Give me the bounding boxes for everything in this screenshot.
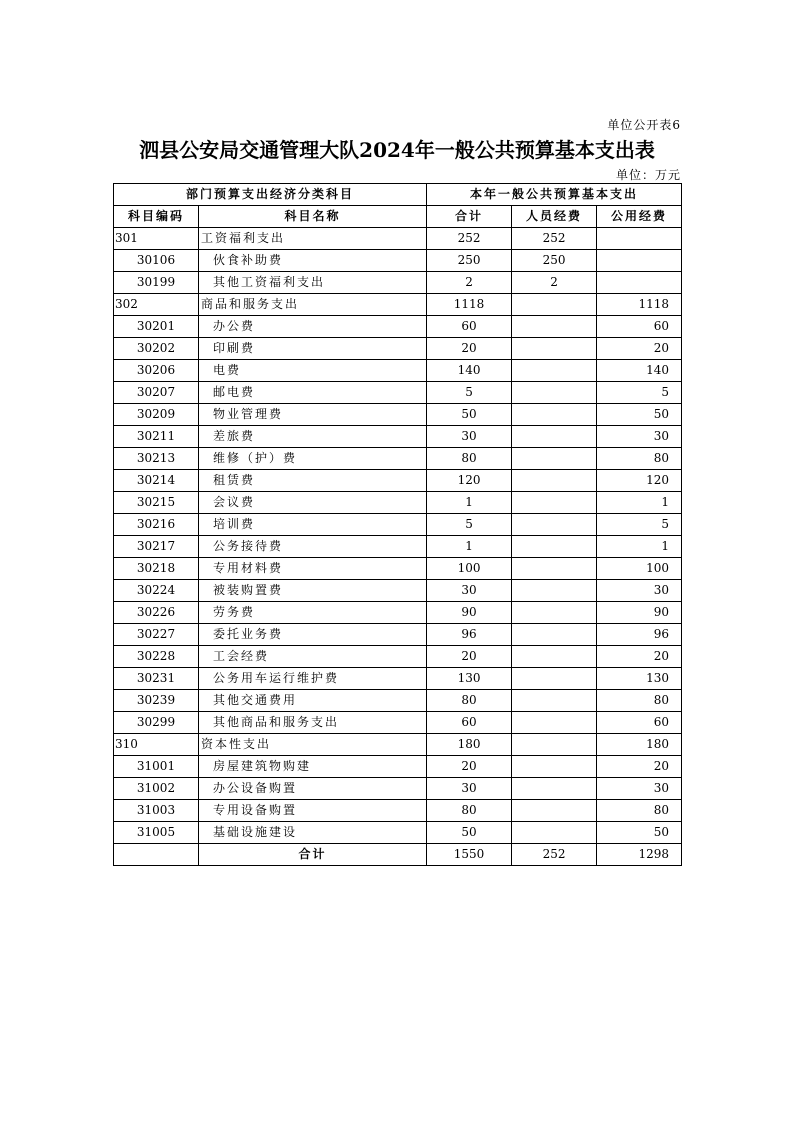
row-code: 31003 bbox=[114, 800, 199, 822]
row-code: 30215 bbox=[114, 492, 199, 514]
row-total: 50 bbox=[427, 404, 512, 426]
row-public: 20 bbox=[597, 756, 682, 778]
row-name: 维修（护）费 bbox=[199, 448, 427, 470]
row-code: 30214 bbox=[114, 470, 199, 492]
table-row bbox=[114, 558, 682, 580]
row-personnel bbox=[512, 756, 597, 778]
row-public bbox=[597, 228, 682, 250]
row-public: 5 bbox=[597, 382, 682, 404]
row-name: 其他商品和服务支出 bbox=[199, 712, 427, 734]
summary-total: 1550 bbox=[427, 844, 512, 866]
row-public: 90 bbox=[597, 602, 682, 624]
row-total: 1 bbox=[427, 492, 512, 514]
row-code: 30231 bbox=[114, 668, 199, 690]
row-name: 商品和服务支出 bbox=[199, 294, 427, 316]
header-public: 公用经费 bbox=[597, 206, 682, 228]
row-total: 130 bbox=[427, 668, 512, 690]
row-personnel bbox=[512, 580, 597, 602]
table-row bbox=[114, 514, 682, 536]
row-public: 60 bbox=[597, 712, 682, 734]
table-row bbox=[114, 756, 682, 778]
row-personnel bbox=[512, 646, 597, 668]
summary-code-cell bbox=[114, 844, 199, 866]
row-personnel bbox=[512, 360, 597, 382]
row-personnel bbox=[512, 822, 597, 844]
row-code: 30228 bbox=[114, 646, 199, 668]
table-row bbox=[114, 580, 682, 602]
table-row bbox=[114, 624, 682, 646]
header-code: 科目编码 bbox=[114, 206, 199, 228]
table-row bbox=[114, 250, 682, 272]
row-personnel bbox=[512, 382, 597, 404]
row-public: 30 bbox=[597, 778, 682, 800]
row-name: 差旅费 bbox=[199, 426, 427, 448]
row-total: 90 bbox=[427, 602, 512, 624]
row-personnel bbox=[512, 668, 597, 690]
row-name: 邮电费 bbox=[199, 382, 427, 404]
row-personnel bbox=[512, 514, 597, 536]
row-public: 30 bbox=[597, 580, 682, 602]
row-public: 50 bbox=[597, 822, 682, 844]
table-row bbox=[114, 316, 682, 338]
summary-label: 合计 bbox=[199, 844, 427, 866]
row-personnel bbox=[512, 536, 597, 558]
row-public: 80 bbox=[597, 800, 682, 822]
table-body bbox=[114, 228, 682, 844]
row-total: 120 bbox=[427, 470, 512, 492]
row-public: 60 bbox=[597, 316, 682, 338]
row-code: 30239 bbox=[114, 690, 199, 712]
row-personnel bbox=[512, 426, 597, 448]
row-total: 96 bbox=[427, 624, 512, 646]
header-group-row bbox=[114, 184, 682, 206]
row-total: 20 bbox=[427, 338, 512, 360]
row-total: 180 bbox=[427, 734, 512, 756]
row-code: 30201 bbox=[114, 316, 199, 338]
row-personnel bbox=[512, 448, 597, 470]
header-total: 合计 bbox=[427, 206, 512, 228]
row-total: 250 bbox=[427, 250, 512, 272]
row-total: 80 bbox=[427, 690, 512, 712]
header-column-row bbox=[114, 206, 682, 228]
row-total: 50 bbox=[427, 822, 512, 844]
table-row bbox=[114, 822, 682, 844]
header-personnel: 人员经费 bbox=[512, 206, 597, 228]
row-public: 50 bbox=[597, 404, 682, 426]
row-name: 物业管理费 bbox=[199, 404, 427, 426]
row-personnel bbox=[512, 690, 597, 712]
row-personnel bbox=[512, 778, 597, 800]
table-number: 单位公开表6 bbox=[607, 118, 681, 132]
row-public: 20 bbox=[597, 646, 682, 668]
row-total: 30 bbox=[427, 426, 512, 448]
row-code: 301 bbox=[114, 228, 199, 250]
row-total: 5 bbox=[427, 382, 512, 404]
row-name: 电费 bbox=[199, 360, 427, 382]
table-row bbox=[114, 646, 682, 668]
row-public: 130 bbox=[597, 668, 682, 690]
row-code: 30202 bbox=[114, 338, 199, 360]
row-personnel: 252 bbox=[512, 228, 597, 250]
table-row bbox=[114, 536, 682, 558]
budget-table bbox=[113, 183, 682, 866]
header-group-right: 本年一般公共预算基本支出 bbox=[427, 184, 682, 206]
row-total: 30 bbox=[427, 778, 512, 800]
row-name: 办公设备购置 bbox=[199, 778, 427, 800]
row-public bbox=[597, 250, 682, 272]
table-row bbox=[114, 294, 682, 316]
row-public: 5 bbox=[597, 514, 682, 536]
table-row bbox=[114, 228, 682, 250]
row-personnel bbox=[512, 404, 597, 426]
row-name: 专用材料费 bbox=[199, 558, 427, 580]
row-public: 140 bbox=[597, 360, 682, 382]
row-total: 60 bbox=[427, 316, 512, 338]
row-name: 工资福利支出 bbox=[199, 228, 427, 250]
row-public: 180 bbox=[597, 734, 682, 756]
table-row bbox=[114, 404, 682, 426]
row-personnel bbox=[512, 470, 597, 492]
row-code: 30207 bbox=[114, 382, 199, 404]
unit-label: 单位：万元 bbox=[615, 168, 681, 182]
row-total: 1118 bbox=[427, 294, 512, 316]
row-personnel bbox=[512, 624, 597, 646]
row-total: 60 bbox=[427, 712, 512, 734]
row-total: 80 bbox=[427, 800, 512, 822]
row-code: 30206 bbox=[114, 360, 199, 382]
row-personnel bbox=[512, 558, 597, 580]
row-public: 96 bbox=[597, 624, 682, 646]
row-total: 80 bbox=[427, 448, 512, 470]
row-name: 印刷费 bbox=[199, 338, 427, 360]
row-name: 办公费 bbox=[199, 316, 427, 338]
row-name: 被装购置费 bbox=[199, 580, 427, 602]
row-total: 20 bbox=[427, 646, 512, 668]
row-code: 30217 bbox=[114, 536, 199, 558]
table-row bbox=[114, 602, 682, 624]
row-code: 30226 bbox=[114, 602, 199, 624]
row-public: 1118 bbox=[597, 294, 682, 316]
row-code: 30218 bbox=[114, 558, 199, 580]
row-name: 租赁费 bbox=[199, 470, 427, 492]
table-row bbox=[114, 712, 682, 734]
row-name: 伙食补助费 bbox=[199, 250, 427, 272]
row-code: 31001 bbox=[114, 756, 199, 778]
row-name: 资本性支出 bbox=[199, 734, 427, 756]
table-row bbox=[114, 668, 682, 690]
row-total: 5 bbox=[427, 514, 512, 536]
row-name: 委托业务费 bbox=[199, 624, 427, 646]
table-row bbox=[114, 778, 682, 800]
summary-row bbox=[114, 844, 682, 866]
page-title: 泗县公安局交通管理大队2024年一般公共预算基本支出表 bbox=[139, 138, 655, 162]
row-total: 2 bbox=[427, 272, 512, 294]
row-personnel bbox=[512, 602, 597, 624]
row-public: 100 bbox=[597, 558, 682, 580]
row-name: 培训费 bbox=[199, 514, 427, 536]
row-name: 房屋建筑物购建 bbox=[199, 756, 427, 778]
row-name: 专用设备购置 bbox=[199, 800, 427, 822]
row-name: 公务用车运行维护费 bbox=[199, 668, 427, 690]
table-row bbox=[114, 382, 682, 404]
table-row bbox=[114, 734, 682, 756]
row-code: 31002 bbox=[114, 778, 199, 800]
row-public bbox=[597, 272, 682, 294]
row-total: 30 bbox=[427, 580, 512, 602]
row-personnel: 250 bbox=[512, 250, 597, 272]
row-code: 31005 bbox=[114, 822, 199, 844]
row-name: 公务接待费 bbox=[199, 536, 427, 558]
row-code: 30106 bbox=[114, 250, 199, 272]
row-code: 302 bbox=[114, 294, 199, 316]
row-personnel bbox=[512, 712, 597, 734]
row-total: 140 bbox=[427, 360, 512, 382]
row-name: 其他工资福利支出 bbox=[199, 272, 427, 294]
row-code: 30224 bbox=[114, 580, 199, 602]
row-code: 30211 bbox=[114, 426, 199, 448]
row-code: 30213 bbox=[114, 448, 199, 470]
table-row bbox=[114, 338, 682, 360]
row-personnel bbox=[512, 338, 597, 360]
row-public: 1 bbox=[597, 536, 682, 558]
row-code: 30216 bbox=[114, 514, 199, 536]
row-public: 120 bbox=[597, 470, 682, 492]
table-row bbox=[114, 272, 682, 294]
table-row bbox=[114, 800, 682, 822]
row-personnel bbox=[512, 492, 597, 514]
table-row bbox=[114, 470, 682, 492]
table-row bbox=[114, 492, 682, 514]
row-personnel bbox=[512, 734, 597, 756]
row-code: 30299 bbox=[114, 712, 199, 734]
row-name: 工会经费 bbox=[199, 646, 427, 668]
row-total: 100 bbox=[427, 558, 512, 580]
table-row bbox=[114, 360, 682, 382]
row-total: 1 bbox=[427, 536, 512, 558]
header-group-left: 部门预算支出经济分类科目 bbox=[114, 184, 427, 206]
row-name: 会议费 bbox=[199, 492, 427, 514]
summary-public: 1298 bbox=[597, 844, 682, 866]
row-personnel: 2 bbox=[512, 272, 597, 294]
row-public: 80 bbox=[597, 690, 682, 712]
table-row bbox=[114, 448, 682, 470]
row-total: 20 bbox=[427, 756, 512, 778]
row-public: 30 bbox=[597, 426, 682, 448]
row-code: 30227 bbox=[114, 624, 199, 646]
table-row bbox=[114, 426, 682, 448]
row-name: 基础设施建设 bbox=[199, 822, 427, 844]
row-total: 252 bbox=[427, 228, 512, 250]
row-name: 其他交通费用 bbox=[199, 690, 427, 712]
row-personnel bbox=[512, 316, 597, 338]
table-row bbox=[114, 690, 682, 712]
row-personnel bbox=[512, 800, 597, 822]
header-name: 科目名称 bbox=[199, 206, 427, 228]
row-public: 80 bbox=[597, 448, 682, 470]
summary-personnel: 252 bbox=[512, 844, 597, 866]
row-code: 310 bbox=[114, 734, 199, 756]
row-personnel bbox=[512, 294, 597, 316]
row-code: 30199 bbox=[114, 272, 199, 294]
row-public: 20 bbox=[597, 338, 682, 360]
row-code: 30209 bbox=[114, 404, 199, 426]
row-public: 1 bbox=[597, 492, 682, 514]
row-name: 劳务费 bbox=[199, 602, 427, 624]
